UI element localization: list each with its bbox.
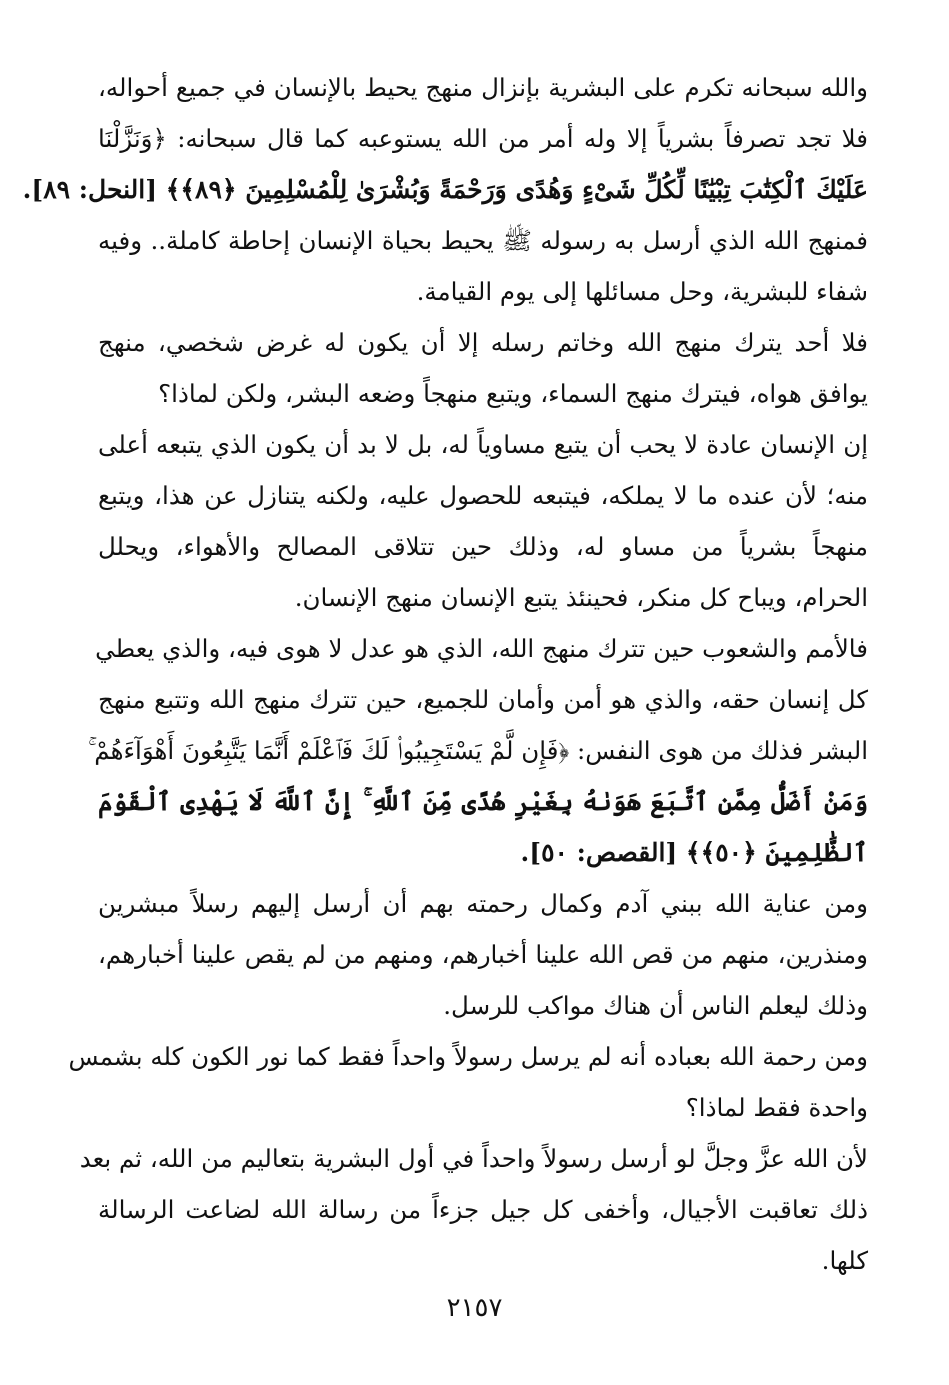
paragraph	[98, 878, 868, 1031]
text-line: فلا تجد تصرفاً بشرياً إلا وله أمر من الله يستوعبه كما قال سبحانه: ﴿وَنَزَّلْنَا	[98, 124, 868, 153]
paragraph	[98, 317, 868, 419]
quran-verse-line: عَلَيْكَ ٱلْكِتَٰبَ تِبْيَٰنًا لِّكُلِّ شَىْءٍ وَهُدًى وَرَحْمَةً وَبُشْرَىٰ لِلْمُسْلِمِينَ ﴿٨٩﴾﴾ [النحل: ٨٩].	[22, 175, 868, 204]
paragraph	[68, 1031, 868, 1133]
text-line: كلها.	[821, 1246, 868, 1275]
paragraph	[22, 62, 868, 215]
text-line: لأن الله عزَّ وجلَّ لو أرسل رسولاً واحداً في أول البشرية بتعاليم من الله، ثم بعد	[79, 1144, 868, 1173]
quran-verse-line: ٱلظَّٰلِمِينَ ﴿٥٠﴾﴾ [القصص: ٥٠].	[520, 838, 868, 867]
paragraph	[98, 215, 868, 317]
text-line: منه؛ لأن عنده ما لا يملكه، فيتبعه للحصول عليه، ولكنه يتنازل عن هذا، ويتبع	[98, 481, 868, 510]
paragraph	[79, 1133, 868, 1286]
text-line: ومن عناية الله ببني آدم وكمال رحمته بهم أن أرسل إليهم رسلاً مبشرين	[98, 889, 868, 918]
text-line: إن الإنسان عادة لا يحب أن يتبع مساوياً له، بل لا بد أن يكون الذي يتبعه أعلى	[98, 430, 868, 459]
text-line: كل إنسان حقه، والذي هو أمن وأمان للجميع، حين تترك منهج الله وتتبع منهج	[98, 685, 868, 714]
text-line: والله سبحانه تكرم على البشرية بإنزال منهج يحيط بالإنسان في جميع أحواله،	[98, 73, 868, 102]
page-body	[22, 62, 868, 1286]
quran-verse-line: وَمَنْ أَضَلُّ مِمَّنِ ٱتَّبَعَ هَوَىٰهُ بِغَيْرِ هُدًى مِّنَ ٱللَّهِ ۚ إِنَّ ٱللَّهَ لَا يَهْدِى ٱلْقَوْمَ	[98, 787, 868, 816]
text-line: فلا أحد يترك منهج الله وخاتم رسله إلا أن يكون له غرض شخصي، منهج	[98, 328, 868, 357]
text-line: يوافق هواه، فيترك منهج السماء، ويتبع منهجاً وضعه البشر، ولكن لماذا؟	[158, 379, 868, 408]
text-line: ذلك تعاقبت الأجيال، وأخفى كل جيل جزءاً من رسالة الله لضاعت الرسالة	[98, 1195, 868, 1224]
text-line: ومن رحمة الله بعباده أنه لم يرسل رسولاً واحداً فقط كما نور الكون كله بشمس	[68, 1042, 868, 1071]
text-line: واحدة فقط لماذا؟	[685, 1093, 868, 1122]
text-line: شفاء للبشرية، وحل مسائلها إلى يوم القيامة.	[416, 277, 868, 306]
text-line: منهجاً بشرياً من مساو له، وذلك حين تتلاقى المصالح والأهواء، ويحلل	[98, 532, 868, 561]
text-line: فمنهج الله الذي أرسل به رسوله ﷺ يحيط بحياة الإنسان إحاطة كاملة.. وفيه	[98, 226, 868, 255]
text-line: وذلك ليعلم الناس أن هناك مواكب للرسل.	[443, 991, 868, 1020]
text-line: ومنذرين، منهم من قص الله علينا أخبارهم، ومنهم من لم يقص علينا أخبارهم،	[98, 940, 868, 969]
text-line: البشر فذلك من هوى النفس: ﴿فَإِن لَّمْ يَسْتَجِيبُوا۟ لَكَ فَٱعْلَمْ أَنَّمَا يَتَّبِعُونَ أَهْوَآءَهُمْ ۚ	[88, 736, 868, 765]
text-line: الحرام، ويباح كل منكر، فحينئذ يتبع الإنسان منهج الإنسان.	[294, 583, 868, 612]
page-number: ٢١٥٧	[446, 1293, 503, 1323]
text-line: فالأمم والشعوب حين تترك منهج الله، الذي هو عدل لا هوى فيه، والذي يعطي	[95, 634, 868, 663]
paragraph	[88, 623, 868, 878]
paragraph	[98, 419, 868, 623]
